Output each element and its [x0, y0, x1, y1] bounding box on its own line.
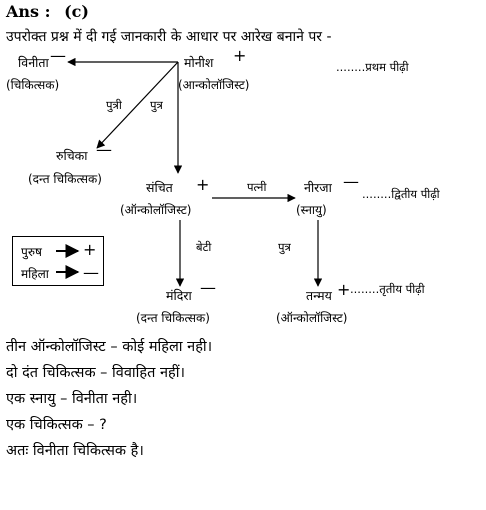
- tanmay-occupation: (ऑन्कोलॉजिस्ट): [276, 311, 348, 325]
- relation-son: पुत्र: [278, 240, 291, 254]
- relation-wife: पत्नी: [247, 180, 267, 194]
- ruchika-name: रुचिका: [56, 148, 88, 163]
- legend-female-sign: —: [83, 263, 99, 282]
- neerja-sign: —: [343, 172, 359, 191]
- generation-third: ........तृतीय पीढ़ी: [350, 282, 425, 296]
- mandira-sign: —: [200, 278, 216, 297]
- conclusion-line-5: अतः विनीता चिकित्सक है।: [6, 443, 144, 459]
- conclusion-line-4: एक चिकित्सक – ?: [6, 417, 107, 433]
- monish-sign: +: [233, 46, 247, 65]
- mandira-name: मंदिरा: [166, 288, 192, 303]
- relation-daughter-top: पुत्री: [106, 98, 122, 112]
- tanmay-sign: +: [337, 280, 351, 299]
- generation-second: ........द्वितीय पीढ़ी: [362, 187, 440, 201]
- sanchit-name: संचित: [146, 180, 173, 195]
- conclusion-line-2: दो दंत चिकित्सक – विवाहित नहीं।: [6, 365, 186, 381]
- legend-box: [12, 236, 104, 286]
- answer-heading: [6, 4, 89, 20]
- legend-female-label: महिला: [21, 267, 49, 281]
- neerja-occupation: (स्नायु): [296, 203, 327, 217]
- tanmay-name: तन्मय: [306, 288, 332, 303]
- mandira-occupation: (दन्त चिकित्सक): [136, 311, 210, 325]
- answer-option: (c): [64, 2, 89, 21]
- ruchika-occupation: (दन्त चिकित्सक): [28, 172, 102, 186]
- ruchika-sign: —: [96, 140, 112, 159]
- intro-text: उपरोक्त प्रश्न में दी गई जानकारी के आधार पर आरेख बनाने पर -: [6, 29, 332, 45]
- sanchit-sign: +: [196, 175, 210, 194]
- conclusion-line-1: तीन ऑन्कोलॉजिस्ट – कोई महिला नही।: [6, 339, 213, 355]
- legend-male-label: पुरुष: [21, 245, 42, 259]
- neerja-name: नीरजा: [304, 180, 332, 195]
- conclusion-line-3: एक स्नायु – विनीता नही।: [6, 391, 138, 407]
- monish-name: मोनीश: [184, 55, 214, 70]
- person-vinita: [18, 57, 49, 70]
- answer-label: Ans :: [6, 2, 51, 21]
- monish-occupation: (आन्कोलॉजिस्ट): [178, 78, 250, 92]
- vinita-occupation: (चिकित्सक): [6, 78, 60, 92]
- legend-male-sign: +: [83, 240, 97, 259]
- relation-son-top: पुत्र: [150, 98, 163, 112]
- relation-daughter: बेटी: [196, 240, 212, 254]
- sanchit-occupation: (ऑन्कोलॉजिस्ट): [120, 203, 192, 217]
- generation-first: ........प्रथम पीढ़ी: [336, 60, 409, 74]
- vinita-name: विनीता: [18, 55, 49, 70]
- vinita-sign: —: [50, 46, 66, 65]
